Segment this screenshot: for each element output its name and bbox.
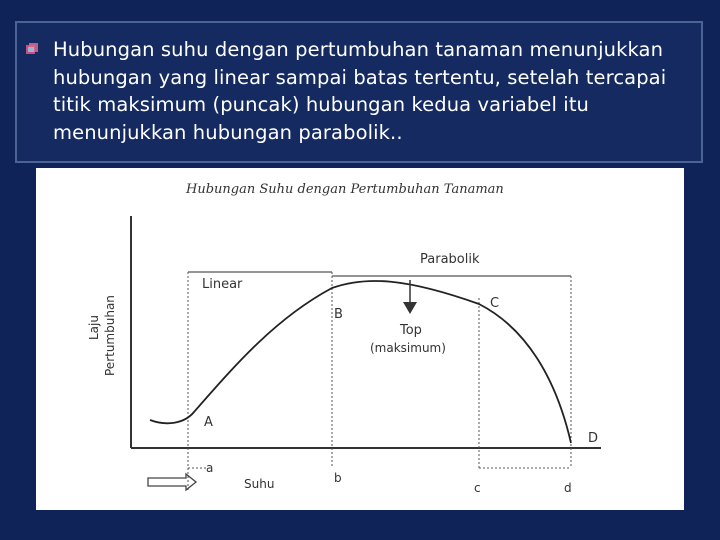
mark-c-label: c bbox=[474, 481, 481, 495]
parabolik-label: Parabolik bbox=[420, 252, 480, 267]
suhu-arrow-icon bbox=[148, 474, 196, 490]
mark-b-label: b bbox=[334, 471, 342, 485]
point-b-label: B bbox=[334, 307, 343, 322]
growth-diagram bbox=[36, 168, 684, 510]
point-a-label: A bbox=[204, 415, 213, 430]
mark-a-label: a bbox=[206, 461, 214, 475]
slide-body-text: Hubungan suhu dengan pertumbuhan tanaman menunjukkan hubungan yang linear sampai batas tertentu, setelah tercapai titik maksimum (puncak) hubungan kedua variabel itu menunjukkan hubungan parabolik.. bbox=[53, 38, 667, 144]
top-arrow-icon bbox=[403, 302, 417, 314]
bullet-icon bbox=[26, 43, 39, 55]
point-d-label: D bbox=[588, 431, 599, 446]
top-label: Top bbox=[400, 323, 422, 338]
y-label-line1: Laju bbox=[87, 315, 101, 340]
diagram-title: Hubungan Suhu dengan Pertumbuhan Tanaman bbox=[186, 182, 504, 197]
linear-label: Linear bbox=[202, 277, 243, 292]
slide-text-box bbox=[15, 21, 703, 163]
growth-curve bbox=[150, 281, 571, 443]
point-c-label: C bbox=[490, 296, 500, 311]
mark-d-label: d bbox=[564, 481, 572, 495]
diagram-figure bbox=[36, 168, 684, 510]
x-label: Suhu bbox=[244, 477, 275, 491]
top-sub-label: (maksimum) bbox=[370, 341, 446, 355]
y-label-line2: Pertumbuhan bbox=[103, 295, 117, 376]
